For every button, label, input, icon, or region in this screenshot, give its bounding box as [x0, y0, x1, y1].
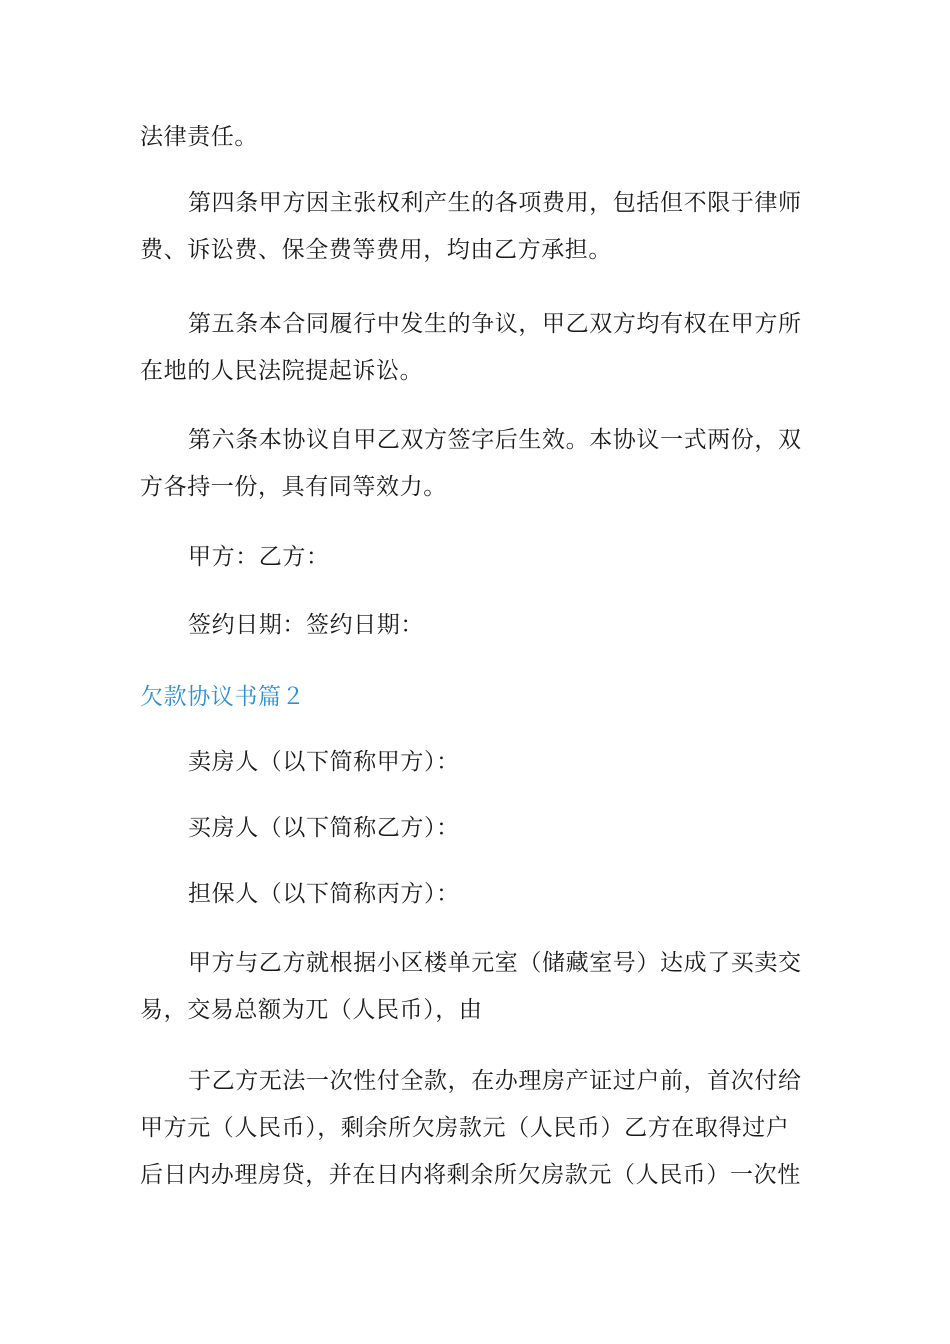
section-heading: 欠款协议书篇２ — [140, 684, 306, 710]
text-line: 方各持一份，具有同等效力。 — [140, 474, 447, 500]
paragraph-party-signatures — [140, 534, 800, 581]
text-line: 卖房人（以下简称甲方）： — [188, 749, 460, 775]
paragraph-article-6 — [140, 417, 800, 511]
text-line: 第五条本合同履行中发生的争议，甲乙双方均有权在甲方所 — [188, 311, 802, 337]
paragraph-article-5 — [140, 301, 800, 395]
paragraph-seller — [140, 739, 800, 786]
text-line: 法律责任。 — [140, 124, 258, 150]
text-line: 担保人（以下简称丙方）： — [188, 881, 460, 907]
paragraph-buyer — [140, 805, 800, 852]
text-line: 甲方与乙方就根据小区楼单元室（储藏室号）达成了买卖交 — [188, 950, 802, 976]
paragraph-payment-terms — [140, 1058, 800, 1199]
paragraph-guarantor — [140, 871, 800, 918]
text-line: 第六条本协议自甲乙双方签字后生效。本协议一式两份，双 — [188, 427, 802, 453]
text-line: 在地的人民法院提起诉讼。 — [140, 358, 424, 384]
text-line: 后日内办理房贷，并在日内将剩余所欠房款元（人民币）一次性 — [140, 1162, 801, 1188]
paragraph-legal-liability — [140, 114, 800, 161]
text-line: 甲方：乙方： — [188, 544, 330, 570]
text-line: 甲方元（人民币），剩余所欠房款元（人民币）乙方在取得过户 — [140, 1115, 790, 1141]
paragraph-article-4 — [140, 180, 800, 274]
text-line: 签约日期：签约日期： — [188, 612, 424, 638]
text-line: 买房人（以下简称乙方）： — [188, 815, 460, 841]
paragraph-signing-dates — [140, 602, 800, 649]
text-line: 于乙方无法一次性付全款，在办理房产证过户前，首次付给 — [188, 1068, 802, 1094]
text-line: 第四条甲方因主张权利产生的各项费用，包括但不限于律师 — [188, 190, 802, 216]
paragraph-transaction — [140, 940, 800, 1034]
text-line: 易，交易总额为兀（人民币），由 — [140, 997, 483, 1023]
text-line: 费、诉讼费、保全费等费用，均由乙方承担。 — [140, 237, 612, 263]
